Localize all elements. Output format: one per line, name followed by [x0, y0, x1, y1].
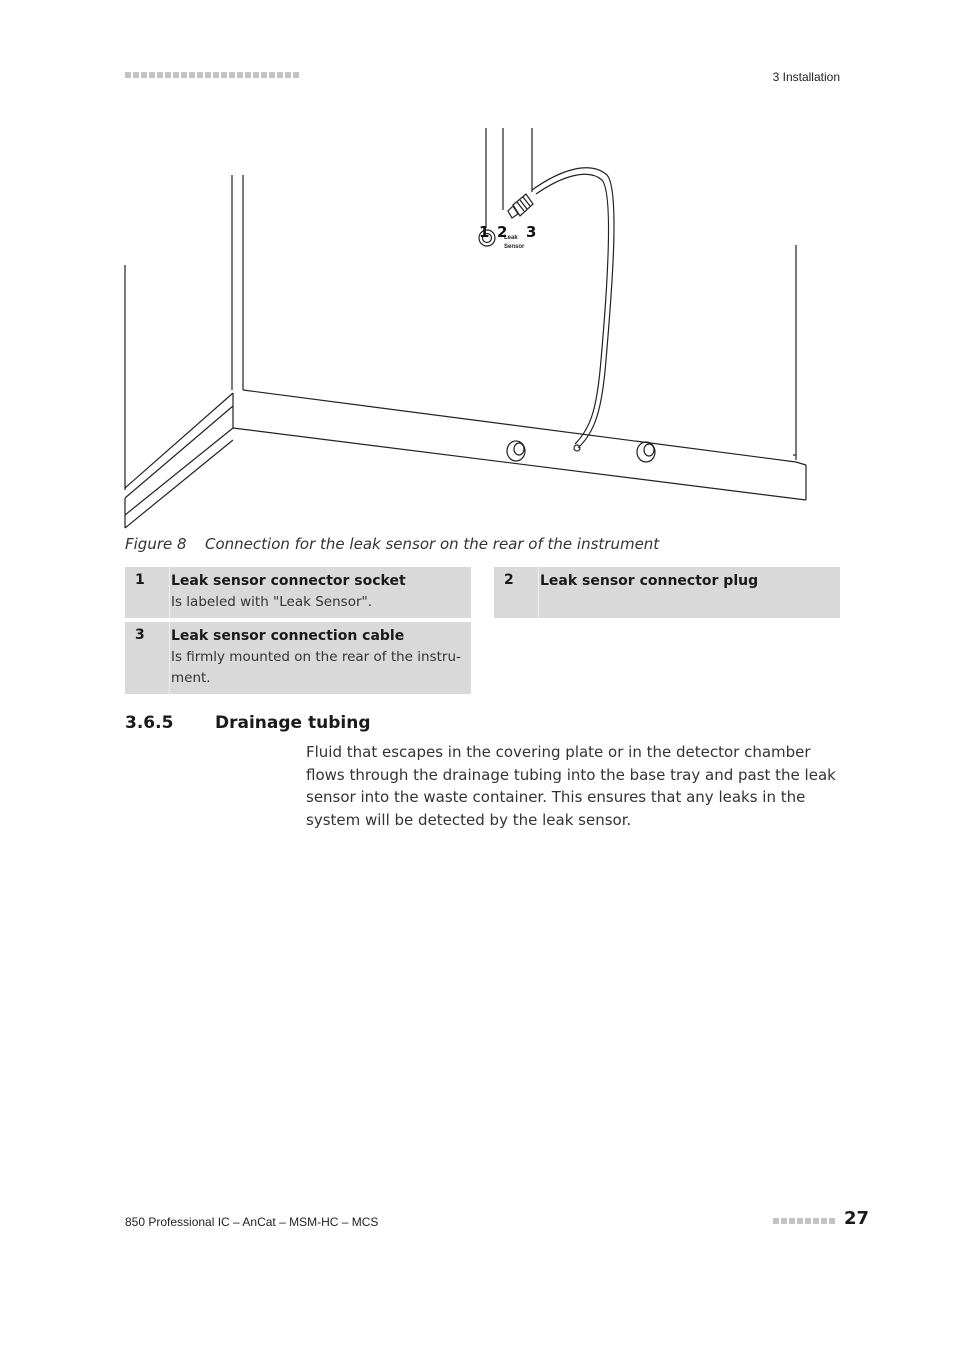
legend-divider: [169, 622, 170, 694]
legend-item-3: [125, 622, 471, 694]
footer-product: 850 Professional IC – AnCat – MSM-HC – MCS: [125, 1215, 379, 1229]
legend-title: Leak sensor connector plug: [540, 573, 759, 589]
legend-number: 3: [135, 627, 145, 643]
section-paragraph: Fluid that escapes in the covering plate or in the detector chamber flows through the drainage tubing into the base tray and past the leak sensor into the waste container. This ensures that any leaks in the system will be detected by the leak sensor.: [306, 743, 836, 829]
legend-description: Is firmly mounted on the rear of the instru-ment.: [171, 649, 461, 686]
leak-sensor-drawing: [120, 110, 820, 530]
legend-number: 1: [135, 572, 145, 588]
legend-title: Leak sensor connector socket: [171, 573, 406, 589]
instrument-rear-illustration: [120, 110, 820, 530]
header-decoration: [125, 72, 299, 78]
section-number: 3.6.5: [125, 713, 174, 733]
page-number: 27: [844, 1208, 870, 1229]
legend-item-1: [125, 567, 471, 618]
legend-item-2: [494, 567, 840, 618]
panel-label-line1: Leak: [504, 235, 518, 241]
callout-1: 1: [479, 223, 490, 241]
callout-2: 2: [497, 223, 508, 241]
legend-number: 2: [504, 572, 514, 588]
callout-3: 3: [526, 223, 537, 241]
panel-label-line2: Sensor: [504, 244, 525, 250]
section-title: Drainage tubing: [215, 713, 371, 733]
footer-decoration: [773, 1218, 835, 1224]
figure-number: Figure 8: [125, 535, 187, 553]
running-header: 3 Installation: [772, 70, 840, 84]
figure-caption-text: Connection for the leak sensor on the rear of the instrument: [205, 535, 660, 553]
legend-divider: [169, 567, 170, 618]
legend-description: Is labeled with "Leak Sensor".: [171, 594, 373, 610]
legend-title: Leak sensor connection cable: [171, 628, 405, 644]
legend-divider: [538, 567, 539, 618]
figure-caption: [125, 535, 659, 553]
